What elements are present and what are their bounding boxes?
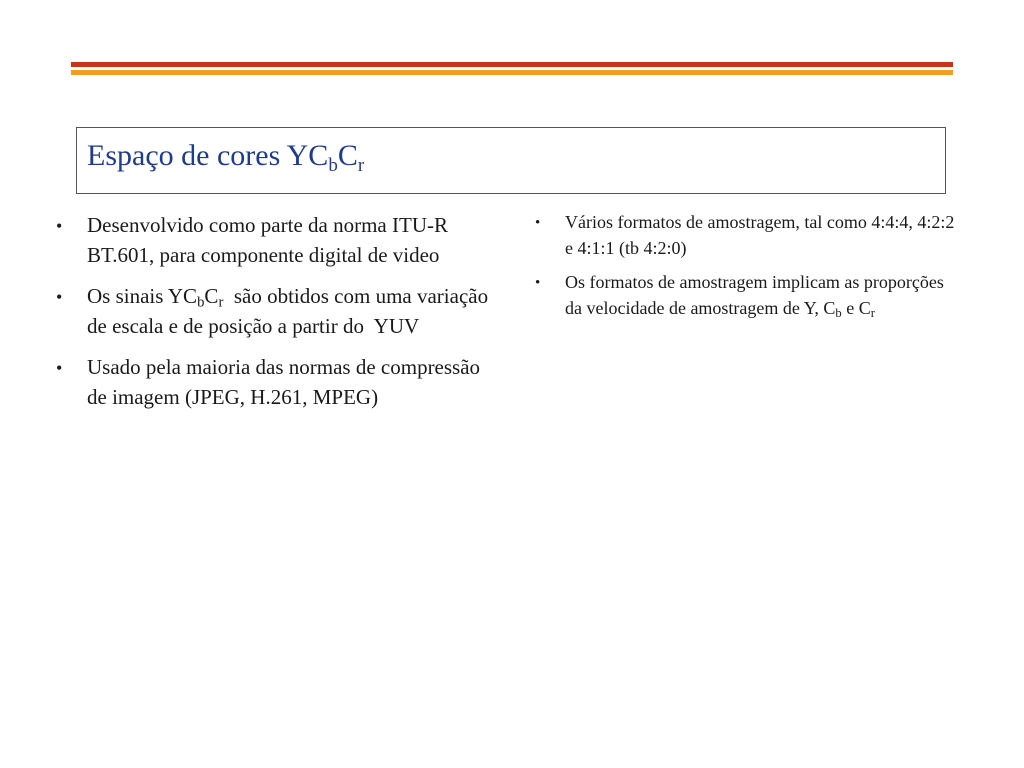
bullet-icon: • [535,275,541,291]
right-bullet-item [532,209,964,261]
subscript-r: r [218,294,224,311]
bullet-icon: • [535,215,541,231]
left-bullet-text: Desenvolvido como parte da norma ITU-R BT.601, para componente digital de video [87,213,448,267]
right-bullet-item [532,269,964,321]
title-text: Espaço de cores YC [87,139,329,172]
subscript-b: b [835,306,842,321]
top-orange-rule [71,70,953,75]
left-bullet-item [53,352,493,412]
bullet-icon: • [56,216,63,236]
title-subscript-b: b [328,155,338,176]
right-bullet-text: Vários formatos de amostragem, tal como 4:4:4, 4:2:2 e 4:1:1 (tb 4:2:0) [565,212,955,258]
bullet-icon: • [56,287,63,307]
subscript-r: r [870,306,875,321]
left-bullet-text-part: são obtidos com uma variação de escala e de posição a partir do YUV [87,284,494,338]
left-bullet-text-part: C [204,284,219,308]
subscript-b: b [197,294,205,311]
title-box [76,127,946,194]
left-column [53,210,493,423]
right-bullet-text-part: e C [841,298,871,318]
left-bullet-item [53,210,493,270]
left-bullet-text-part: Os sinais YC [87,284,198,308]
left-bullet-item [53,281,493,341]
right-bullet-text-part: Os formatos de amostragem implicam as proporções da velocidade de amostragem de Y, C [565,272,944,318]
slide-title [87,138,364,174]
title-subscript-r: r [357,155,365,176]
title-text-c: C [337,139,358,172]
right-column [532,209,964,329]
left-bullet-text: Usado pela maioria das normas de compressão de imagem (JPEG, H.261, MPEG) [87,355,481,409]
bullet-icon: • [56,358,63,378]
top-red-rule [71,62,953,67]
